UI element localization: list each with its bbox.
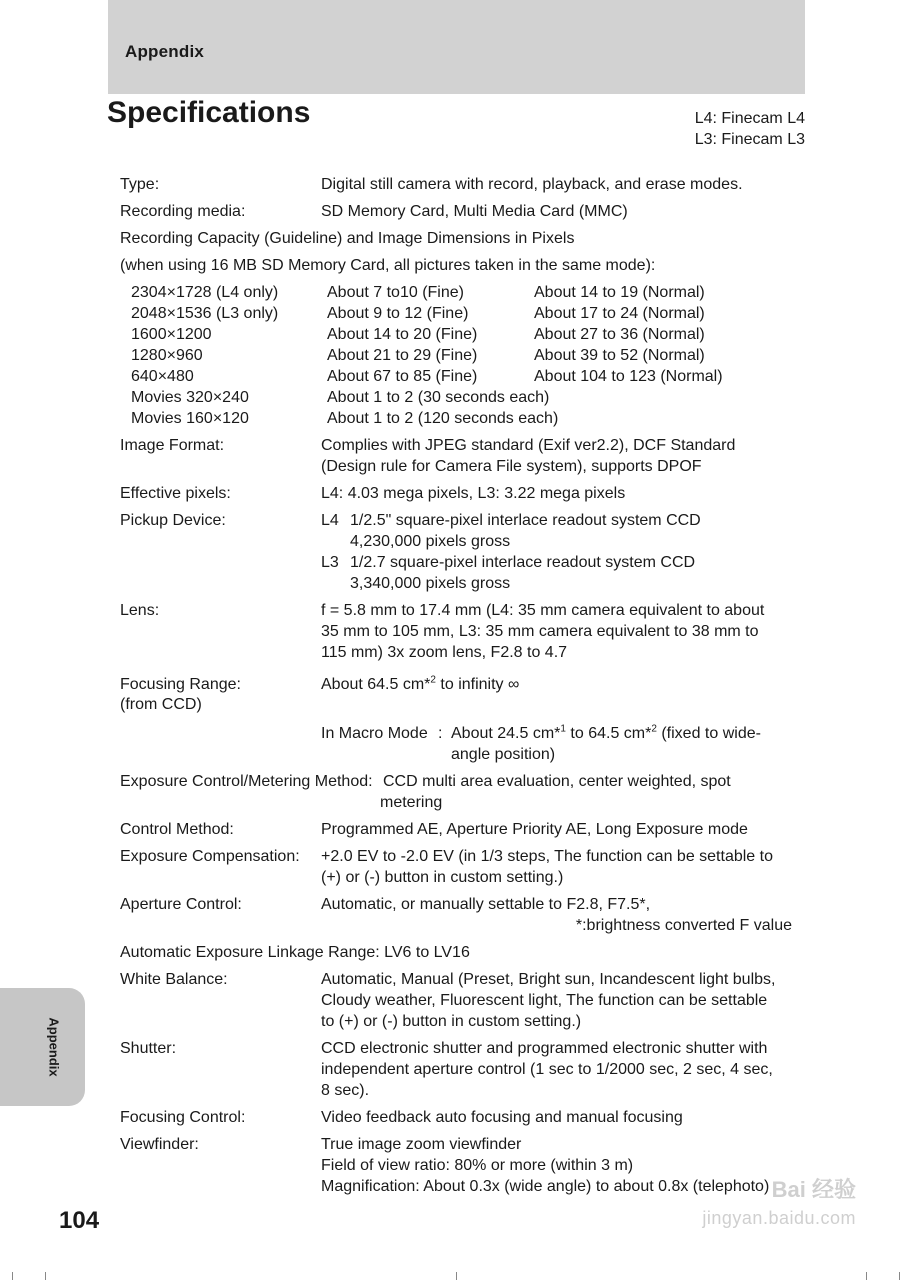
model-l3: L3: Finecam L3 — [694, 131, 805, 148]
spec-value-viewfinder: Magnification: About 0.3x (wide angle) to about 0.8x (telephoto) — [321, 1178, 770, 1195]
capacity-fine: About 1 to 2 (30 seconds each) — [327, 389, 550, 406]
macro-mode-colon: : — [438, 725, 443, 742]
spec-label-aperture-control: Aperture Control: — [120, 896, 242, 913]
pickup-value: 3,340,000 pixels gross — [350, 575, 511, 592]
spec-label-focusing-control: Focusing Control: — [120, 1109, 246, 1126]
spec-value-viewfinder: Field of view ratio: 80% or more (within 3 m) — [321, 1157, 634, 1174]
capacity-normal: About 104 to 123 (Normal) — [534, 368, 723, 385]
capacity-fine: About 14 to 20 (Fine) — [327, 326, 478, 343]
aperture-footnote: *:brightness converted F value — [575, 917, 792, 934]
spec-label-exposure-metering: Exposure Control/Metering Method: — [120, 773, 373, 790]
capacity-size: 640×480 — [131, 368, 194, 385]
capacity-size: 1600×1200 — [131, 326, 212, 343]
pickup-model-tag: L4 — [321, 512, 339, 529]
capacity-note: (when using 16 MB SD Memory Card, all pictures taken in the same mode): — [120, 257, 656, 274]
crop-mark — [899, 1272, 900, 1280]
page-title: Specifications — [107, 96, 311, 129]
spec-label-lens: Lens: — [120, 602, 160, 619]
spec-label-image-format: Image Format: — [120, 437, 225, 454]
watermark — [702, 1176, 856, 1232]
spec-value-image-format: Complies with JPEG standard (Exif ver2.2), DCF Standard — [321, 437, 736, 454]
ae-linkage-range: Automatic Exposure Linkage Range: LV6 to LV16 — [120, 944, 470, 961]
capacity-fine: About 1 to 2 (120 seconds each) — [327, 410, 559, 427]
spec-label-control-method: Control Method: — [120, 821, 234, 838]
side-tab — [0, 988, 85, 1106]
spec-value-shutter: 8 sec). — [321, 1082, 370, 1099]
spec-value-control-method: Programmed AE, Aperture Priority AE, Long Exposure mode — [321, 821, 748, 838]
crop-mark — [12, 1272, 13, 1280]
spec-value-white-balance: Cloudy weather, Fluorescent light, The function can be settable — [321, 992, 768, 1009]
watermark-brand: Bai 经验 — [771, 1177, 856, 1202]
macro-mode-value: About 24.5 cm*$^1$ to 64.5 cm*$^2$ (fixed to wide- — [451, 723, 761, 742]
spec-value-exposure-compensation: +2.0 EV to -2.0 EV (in 1/3 steps, The function can be settable to — [321, 848, 773, 865]
spec-value-focusing-range: About 64.5 cm*$^2$ to infinity ∞ — [321, 674, 520, 693]
spec-value-media: SD Memory Card, Multi Media Card (MMC) — [321, 203, 628, 220]
model-l4: L4: Finecam L4 — [694, 110, 805, 127]
crop-mark — [866, 1272, 867, 1280]
pickup-value: 4,230,000 pixels gross — [350, 533, 511, 550]
crop-mark — [456, 1272, 457, 1280]
spec-label-viewfinder: Viewfinder: — [120, 1136, 199, 1153]
spec-value-exposure-metering: metering — [380, 794, 443, 811]
capacity-normal: About 14 to 19 (Normal) — [534, 284, 705, 301]
spec-label-exposure-compensation: Exposure Compensation: — [120, 848, 300, 865]
macro-mode-label: In Macro Mode — [321, 725, 428, 742]
pickup-model-tag: L3 — [321, 554, 339, 571]
spec-label-effective-pixels: Effective pixels: — [120, 485, 231, 502]
spec-label-pickup-device: Pickup Device: — [120, 512, 226, 529]
spec-value-lens: 115 mm) 3x zoom lens, F2.8 to 4.7 — [321, 644, 568, 661]
capacity-normal: About 39 to 52 (Normal) — [534, 347, 705, 364]
capacity-fine: About 67 to 85 (Fine) — [327, 368, 478, 385]
spec-value-exposure-compensation: (+) or (-) button in custom setting.) — [321, 869, 564, 886]
capacity-fine: About 7 to10 (Fine) — [327, 284, 464, 301]
macro-mode-value: angle position) — [451, 746, 556, 763]
spec-sublabel-focusing-range: (from CCD) — [120, 696, 202, 713]
header-band — [108, 0, 805, 94]
pickup-value: 1/2.7 square-pixel interlace readout system CCD — [350, 554, 696, 571]
spec-label-white-balance: White Balance: — [120, 971, 228, 988]
side-tab-label: Appendix — [46, 1017, 62, 1077]
spec-value-lens: f = 5.8 mm to 17.4 mm (L4: 35 mm camera equivalent to about — [321, 602, 765, 619]
capacity-size: Movies 160×120 — [131, 410, 249, 427]
spec-value-lens: 35 mm to 105 mm, L3: 35 mm camera equivalent to 38 mm to — [321, 623, 759, 640]
spec-value-exposure-metering: CCD multi area evaluation, center weighted, spot — [383, 773, 731, 790]
spec-value-white-balance: to (+) or (-) button in custom setting.) — [321, 1013, 582, 1030]
crop-mark — [45, 1272, 46, 1280]
spec-label-focusing-range: Focusing Range: — [120, 676, 241, 693]
spec-value-viewfinder: True image zoom viewfinder — [321, 1136, 522, 1153]
spec-value-image-format: (Design rule for Camera File system), supports DPOF — [321, 458, 702, 475]
capacity-fine: About 21 to 29 (Fine) — [327, 347, 478, 364]
capacity-size: Movies 320×240 — [131, 389, 249, 406]
spec-value-white-balance: Automatic, Manual (Preset, Bright sun, Incandescent light bulbs, — [321, 971, 776, 988]
spec-label-type: Type: — [120, 176, 160, 193]
capacity-fine: About 9 to 12 (Fine) — [327, 305, 469, 322]
spec-value-focusing-control: Video feedback auto focusing and manual focusing — [321, 1109, 683, 1126]
pickup-value: 1/2.5" square-pixel interlace readout system CCD — [350, 512, 701, 529]
watermark-url: jingyan.baidu.com — [702, 1208, 856, 1228]
spec-label-shutter: Shutter: — [120, 1040, 177, 1057]
spec-label-media: Recording media: — [120, 203, 246, 220]
capacity-heading: Recording Capacity (Guideline) and Image Dimensions in Pixels — [120, 230, 575, 247]
spec-value-shutter: CCD electronic shutter and programmed electronic shutter with — [321, 1040, 768, 1057]
capacity-size: 2048×1536 (L3 only) — [131, 305, 279, 322]
capacity-normal: About 17 to 24 (Normal) — [534, 305, 705, 322]
capacity-normal: About 27 to 36 (Normal) — [534, 326, 705, 343]
spec-value-effective-pixels: L4: 4.03 mega pixels, L3: 3.22 mega pixels — [321, 485, 626, 502]
capacity-size: 2304×1728 (L4 only) — [131, 284, 279, 301]
section-label: Appendix — [125, 42, 205, 61]
spec-value-aperture-control: Automatic, or manually settable to F2.8, F7.5*, — [321, 896, 651, 913]
model-legend — [695, 108, 805, 150]
spec-value-shutter: independent aperture control (1 sec to 1/2000 sec, 2 sec, 4 sec, — [321, 1061, 773, 1078]
page-number: 104 — [59, 1207, 100, 1234]
capacity-size: 1280×960 — [131, 347, 203, 364]
spec-value-type: Digital still camera with record, playback, and erase modes. — [321, 176, 743, 193]
